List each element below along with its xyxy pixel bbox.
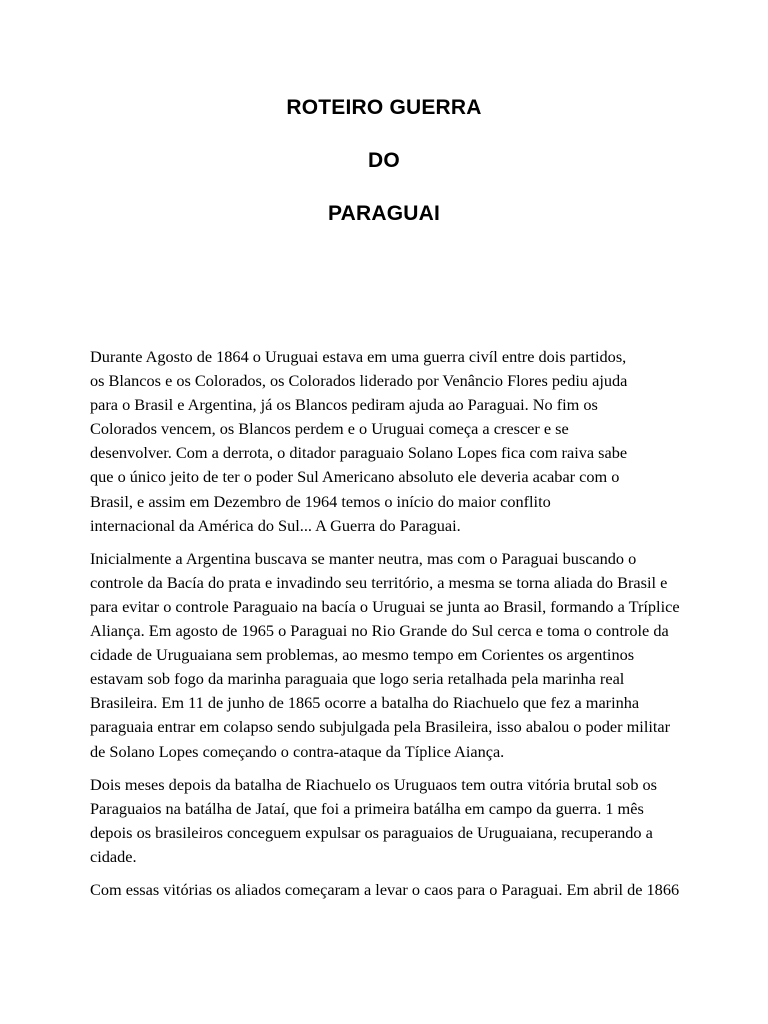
text-line: que o único jeito de ter o poder Sul Americano absoluto ele deveria acabar com o bbox=[90, 467, 620, 487]
paragraph bbox=[90, 547, 730, 764]
text-line: Paraguaios na batálha de Jataí, que foi a primeira batálha em campo da guerra. 1 mês bbox=[90, 798, 644, 818]
title-line: DO bbox=[368, 149, 400, 172]
paragraph bbox=[90, 878, 730, 902]
text-line: Aliança. Em agosto de 1965 o Paraguai no Rio Grande do Sul cerca e toma o controle da bbox=[90, 621, 669, 641]
document-body bbox=[90, 345, 730, 911]
text-line: para o Brasil e Argentina, já os Blancos pediram ajuda ao Paraguai. No fim os bbox=[90, 395, 598, 415]
text-line: cidade de Uruguaiana sem problemas, ao mesmo tempo em Corientes os argentinos bbox=[90, 645, 635, 665]
text-line: internacional da América do Sul... A Guerra do Paraguai. bbox=[90, 515, 461, 535]
text-line: cidade. bbox=[90, 846, 137, 866]
text-line: depois os brasileiros conceguem expulsar os paraguaios de Uruguaiana, recuperando a bbox=[90, 822, 653, 842]
text-line: os Blancos e os Colorados, os Colorados liderado por Venâncio Flores pediu ajuda bbox=[90, 371, 628, 391]
title-line: ROTEIRO GUERRA bbox=[286, 96, 482, 119]
paragraph bbox=[90, 773, 730, 869]
text-line: Brasileira. Em 11 de junho de 1865 ocorre a batalha do Riachuelo que fez a marinha bbox=[90, 693, 640, 713]
text-line: Com essas vitórias os aliados começaram a levar o caos para o Paraguai. Em abril de 1866 bbox=[90, 879, 680, 899]
document-title bbox=[0, 95, 768, 254]
text-line: de Solano Lopes começando o contra-ataque da Típlice Aiança. bbox=[90, 741, 505, 761]
text-line: controle da Bacía do prata e invadindo seu território, a mesma se torna aliada do Brasil e bbox=[90, 572, 668, 592]
text-line: para evitar o controle Paraguaio na bacía o Uruguai se junta ao Brasil, formando a Tríplice bbox=[90, 596, 680, 616]
text-line: Durante Agosto de 1864 o Uruguai estava em uma guerra civíl entre dois partidos, bbox=[90, 347, 627, 366]
paragraph bbox=[90, 345, 730, 538]
text-line: paraguaia entrar em colapso sendo subjulgada pela Brasileira, isso abalou o poder militar bbox=[90, 717, 671, 737]
text-line: estavam sob fogo da marinha paraguaia que logo seria retalhada pela marinha real bbox=[90, 669, 625, 689]
title-line: PARAGUAI bbox=[327, 202, 441, 225]
text-line: Brasil, e assim em Dezembro de 1964 temos o início do maior conflito bbox=[90, 491, 551, 511]
text-line: Inicialmente a Argentina buscava se manter neutra, mas com o Paraguai buscando o bbox=[90, 548, 637, 568]
text-line: Colorados vencem, os Blancos perdem e o Uruguai começa a crescer e se bbox=[90, 419, 569, 439]
text-line: Dois meses depois da batalha de Riachuelo os Uruguaos tem outra vitória brutal sob os bbox=[90, 774, 658, 794]
text-line: desenvolver. Com a derrota, o ditador paraguaio Solano Lopes fica com raiva sabe bbox=[90, 443, 628, 463]
